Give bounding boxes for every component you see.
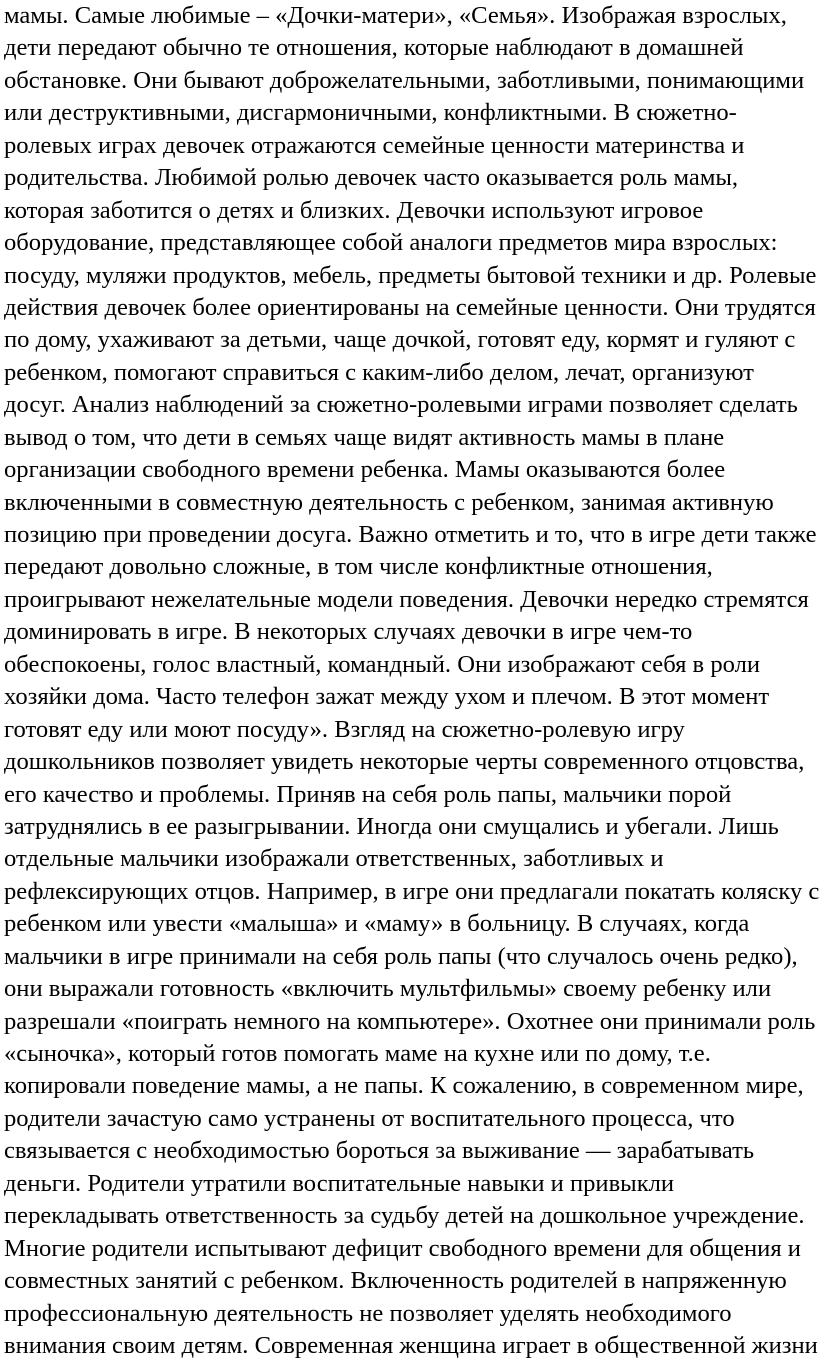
text-line: обстановке. Они бывают доброжелательными, заботливыми, понимающими bbox=[4, 66, 805, 94]
text-line: доминировать в игре. В некоторых случаях девочки в игре чем-то bbox=[4, 618, 693, 646]
text-line: обеспокоены, голос властный, командный. Они изображают себя в роли bbox=[4, 650, 761, 678]
text-line: профессиональную деятельность не позволяет уделять необходимого bbox=[4, 1299, 732, 1327]
document-page bbox=[4, 0, 819, 1359]
text-line: хозяйки дома. Часто телефон зажат между ухом и плечом. В этот момент bbox=[4, 683, 770, 711]
text-line: деньги. Родители утратили воспитательные навыки и привыкли bbox=[4, 1169, 675, 1197]
text-line: отдельные мальчики изображали ответственных, заботливых и bbox=[4, 845, 664, 873]
text-line: дети передают обычно те отношения, которые наблюдают в домашней bbox=[4, 34, 744, 62]
text-line: затруднялись в ее разыгрывании. Иногда они смущались и убегали. Лишь bbox=[4, 812, 779, 840]
text-line: ребенком, помогают справиться с каким-либо делом, лечат, организуют bbox=[4, 358, 754, 386]
text-line: оборудование, представляющее собой аналоги предметов мира взрослых: bbox=[4, 229, 778, 257]
text-line: позицию при проведении досуга. Важно отметить и то, что в игре дети также bbox=[4, 521, 817, 548]
text-line: разрешали «поиграть немного на компьютере». Охотнее они принимали роль bbox=[4, 1007, 816, 1035]
text-line: «сыночка», который готов помогать маме на кухне или по дому, т.е. bbox=[4, 1040, 711, 1067]
text-line: копировали поведение мамы, а не папы. К сожалению, в современном мире, bbox=[4, 1072, 804, 1100]
text-line: включенными в совместную деятельность с ребенком, занимая активную bbox=[4, 488, 774, 516]
text-line: ролевых играх девочек отражаются семейные ценности материнства и bbox=[4, 131, 745, 159]
body-paragraph bbox=[4, 0, 819, 1362]
text-line: связывается с необходимостью бороться за выживание — зарабатывать bbox=[4, 1137, 755, 1165]
text-line: ребенком или увести «малыша» и «маму» в больницу. В случаях, когда bbox=[4, 910, 750, 938]
text-line: родительства. Любимой ролью девочек часто оказывается роль мамы, bbox=[4, 164, 739, 192]
text-line: по дому, ухаживают за детьми, чаще дочкой, готовят еду, кормят и гуляют с bbox=[4, 326, 796, 354]
text-line: совместных занятий с ребенком. Включенность родителей в напряженную bbox=[4, 1267, 787, 1295]
text-line: организации свободного времени ребенка. Мамы оказываются более bbox=[4, 456, 726, 484]
text-line: перекладывать ответственность за судьбу детей на дошкольное учреждение. bbox=[4, 1202, 805, 1230]
text-line: передают довольно сложные, в том числе конфликтные отношения, bbox=[4, 553, 713, 581]
text-line: они выражали готовность «включить мультфильмы» своему ребенку или bbox=[4, 975, 772, 1003]
text-line: Многие родители испытывают дефицит свободного времени для общения и bbox=[4, 1234, 801, 1262]
text-line: вывод о том, что дети в семьях чаще видят активность мамы в плане bbox=[4, 423, 725, 451]
text-line: или деструктивными, дисгармоничными, конфликтными. В сюжетно- bbox=[4, 99, 737, 127]
text-line: рефлексирующих отцов. Например, в игре они предлагали покатать коляску с bbox=[4, 877, 819, 905]
text-line: мамы. Самые любимые – «Дочки-матери», «Семья». Изображая взрослых, bbox=[4, 2, 787, 29]
text-line: проигрывают нежелательные модели поведения. Девочки нередко стремятся bbox=[4, 585, 809, 613]
text-line: дошкольников позволяет увидеть некоторые черты современного отцовства, bbox=[4, 748, 805, 776]
text-line: посуду, муляжи продуктов, мебель, предметы бытовой техники и др. Ролевые bbox=[4, 261, 817, 289]
text-line: досуг. Анализ наблюдений за сюжетно-ролевыми играми позволяет сделать bbox=[4, 391, 798, 419]
text-line: его качество и проблемы. Приняв на себя роль папы, мальчики порой bbox=[4, 780, 732, 808]
text-line: родители зачастую само устранены от воспитательного процесса, что bbox=[4, 1104, 735, 1132]
text-line: мальчики в игре принимали на себя роль папы (что случалось очень редко), bbox=[4, 942, 798, 970]
text-line: готовят еду или моют посуду». Взгляд на сюжетно-ролевую игру bbox=[4, 715, 685, 743]
text-line: внимания своим детям. Современная женщина играет в общественной жизни bbox=[4, 1331, 818, 1359]
text-line: которая заботится о детях и близких. Девочки используют игровое bbox=[4, 196, 704, 224]
text-line: действия девочек более ориентированы на семейные ценности. Они трудятся bbox=[4, 293, 816, 321]
